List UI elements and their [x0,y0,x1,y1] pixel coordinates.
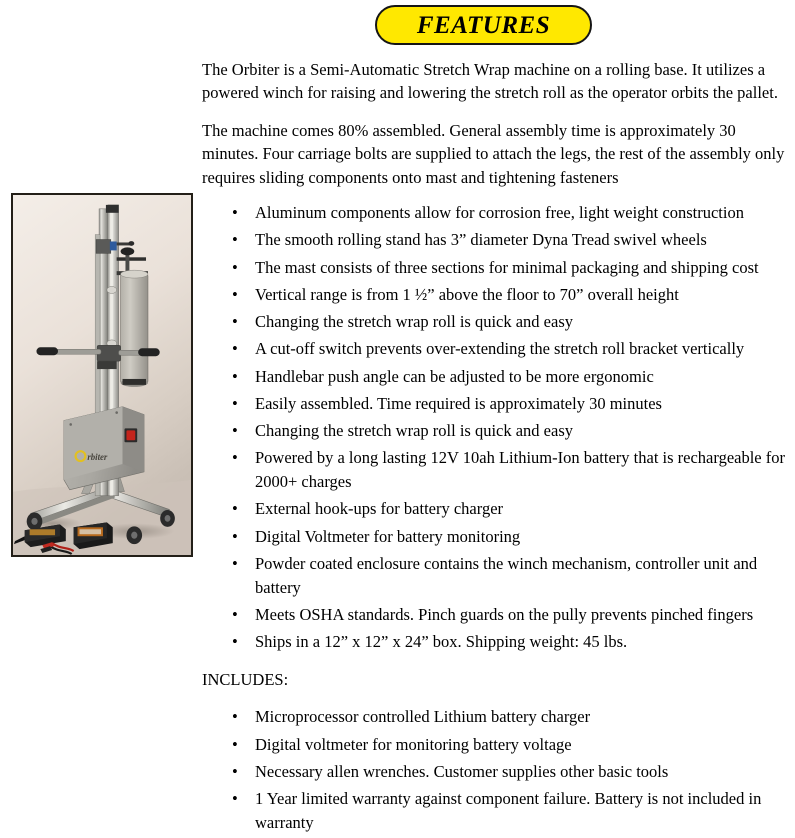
intro-paragraph-2: The machine comes 80% assembled. General assembly time is approximately 30 minutes. Four carriage bolts are supplied to attach the legs, the rest of the assembly only requires sliding components onto mast and tightening fasteners [202,120,785,187]
bullet-icon: • [232,526,238,546]
list-item-label: Powder coated enclosure contains the winch mechanism, controller unit and battery [255,553,758,597]
list-item [202,201,790,225]
list-item-label: Handlebar push angle can be adjusted to be more ergonomic [255,366,654,386]
list-item-label: Easily assembled. Time required is approximately 30 minutes [255,393,662,413]
list-item [202,365,790,389]
list-item-label: Necessary allen wrenches. Customer supplies other basic tools [255,761,669,781]
bullet-icon: • [232,604,238,624]
list-item-label: 1 Year limited warranty against component failure. Battery is not included in warranty [255,789,762,832]
includes-heading: INCLUDES: [202,669,289,689]
list-item [202,603,790,627]
features-banner [375,5,592,45]
list-item-label: Digital Voltmeter for battery monitoring [255,526,521,546]
stretch-wrap-machine-illustration [13,195,191,555]
list-item-label: Powered by a long lasting 12V 10ah Lithium-Ion battery that is rechargeable for 2000+ charges [255,448,785,492]
bullet-icon: • [232,499,238,519]
list-item [202,392,790,416]
list-item [202,337,790,361]
list-item [202,228,790,252]
bullet-icon: • [232,448,238,468]
bullet-icon: • [232,339,238,359]
bullet-icon: • [232,366,238,386]
list-item-label: Vertical range is from 1 ½” above the floor to 70” overall height [255,284,679,304]
list-item [202,705,790,729]
list-item [202,283,790,307]
bullet-icon: • [232,393,238,413]
list-item [202,446,790,494]
features-list [202,201,790,654]
list-item-label: A cut-off switch prevents over-extending the stretch roll bracket vertically [255,339,745,359]
content-column [202,58,790,838]
list-item-label: External hook-ups for battery charger [255,499,504,519]
list-item [202,787,790,835]
product-photo [11,193,193,557]
list-item-label: Meets OSHA standards. Pinch guards on the pully prevents pinched fingers [255,604,754,624]
bullet-icon: • [232,707,238,727]
list-item-label: The mast consists of three sections for minimal packaging and shipping cost [255,257,759,277]
list-item-label: Ships in a 12” x 12” x 24” box. Shipping weight: 45 lbs. [255,632,628,652]
list-item-label: The smooth rolling stand has 3” diameter Dyna Tread swivel wheels [255,230,707,250]
list-item [202,552,790,600]
list-item [202,419,790,443]
list-item [202,525,790,549]
bullet-icon: • [232,284,238,304]
list-item-label: Changing the stretch wrap roll is quick and easy [255,312,574,332]
list-item-label: Changing the stretch wrap roll is quick and easy [255,421,574,441]
includes-list [202,705,790,834]
list-item [202,256,790,280]
bullet-icon: • [232,632,238,652]
list-item [202,310,790,334]
bullet-icon: • [232,789,238,809]
svg-text:rbiter: rbiter [87,452,108,463]
bullet-icon: • [232,257,238,277]
list-item-label: Digital voltmeter for monitoring battery voltage [255,734,572,754]
list-item-label: Aluminum components allow for corrosion free, light weight construction [255,203,744,223]
bullet-icon: • [232,312,238,332]
list-item [202,760,790,784]
bullet-icon: • [232,203,238,223]
list-item-label: Microprocessor controlled Lithium battery charger [255,707,591,727]
list-item [202,497,790,521]
list-item [202,630,790,654]
list-item [202,733,790,757]
bullet-icon: • [232,761,238,781]
bullet-icon: • [232,553,238,573]
bullet-icon: • [232,230,238,250]
bullet-icon: • [232,734,238,754]
intro-paragraph-1: The Orbiter is a Semi-Automatic Stretch Wrap machine on a rolling base. It utilizes a powered winch for raising and lowering the stretch roll as the operator orbits the pallet. [202,60,778,103]
bullet-icon: • [232,421,238,441]
page-title: FEATURES [416,11,551,39]
